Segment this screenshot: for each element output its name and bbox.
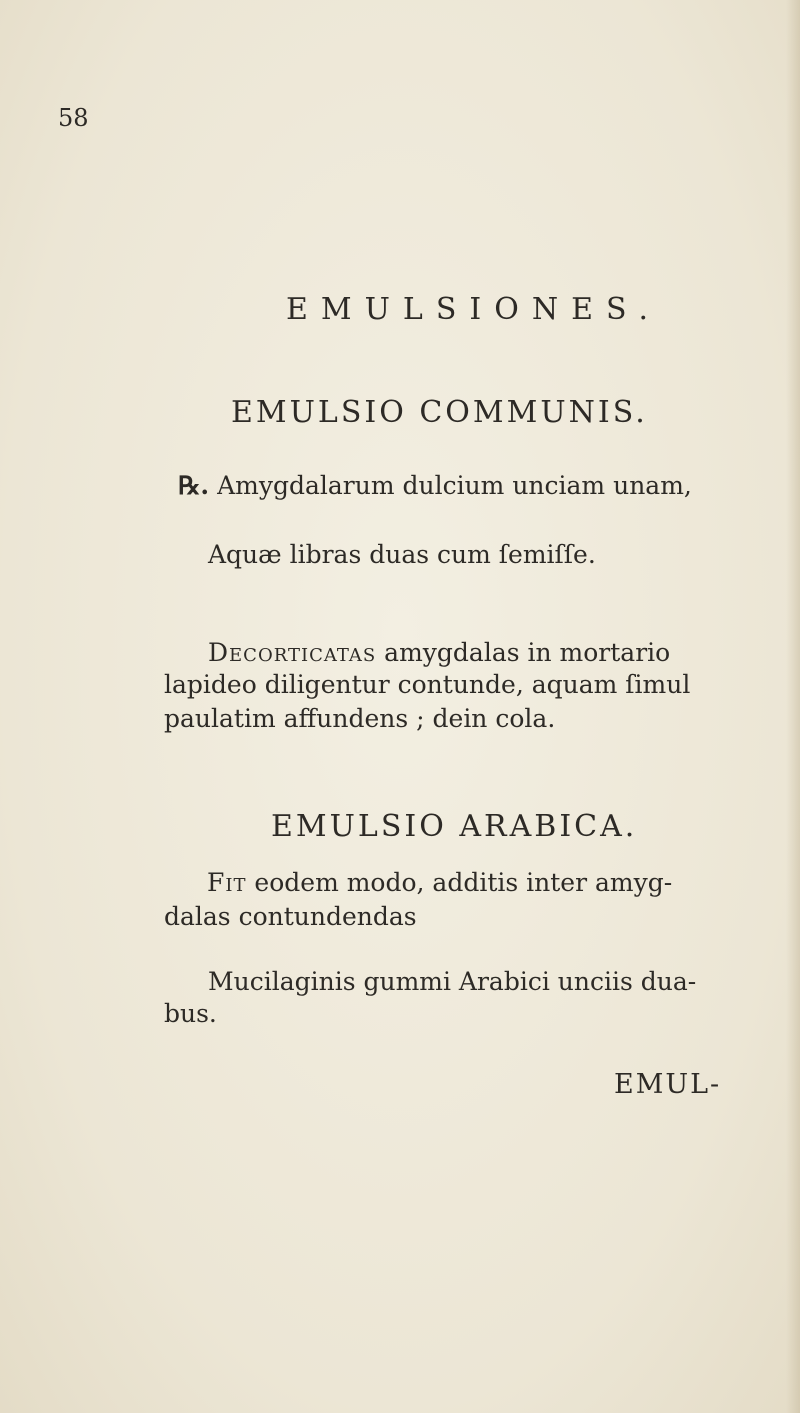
instruction-text: eodem modo, additis inter amyg-: [254, 868, 673, 897]
ingredient-line: Amygdalarum dulcium unciam unam,: [217, 471, 692, 500]
ingredient-line: bus.: [164, 999, 217, 1028]
section-title-arabica: EMULSIO ARABICA.: [271, 809, 638, 844]
instruction-lead: Fit: [207, 868, 247, 897]
instruction-line: dalas contundendas: [164, 902, 417, 931]
instruction-line: paulatim affundens ; dein cola.: [164, 704, 556, 733]
recipe-symbol: ℞.: [178, 471, 210, 500]
instruction-lead: Decorticatas: [208, 638, 377, 667]
section-title-communis: EMULSIO COMMUNIS.: [231, 395, 648, 430]
ingredient-line: Mucilaginis gummi Arabici unciis dua-: [208, 967, 697, 996]
page-edge-shadow: [786, 0, 800, 1413]
recipe-line: [178, 471, 692, 501]
ingredient-line: Aquæ libras duas cum ſemiſſe.: [208, 540, 596, 569]
instruction-line: [207, 868, 672, 898]
page-number: 58: [58, 104, 89, 132]
instruction-text: amygdalas in mortario: [384, 638, 671, 667]
page-title: EMULSIONES.: [286, 292, 661, 327]
instruction-line: [208, 638, 670, 668]
catchword: EMUL-: [614, 1069, 722, 1100]
instruction-line: lapideo diligentur contunde, aquam ſimul: [164, 670, 691, 699]
